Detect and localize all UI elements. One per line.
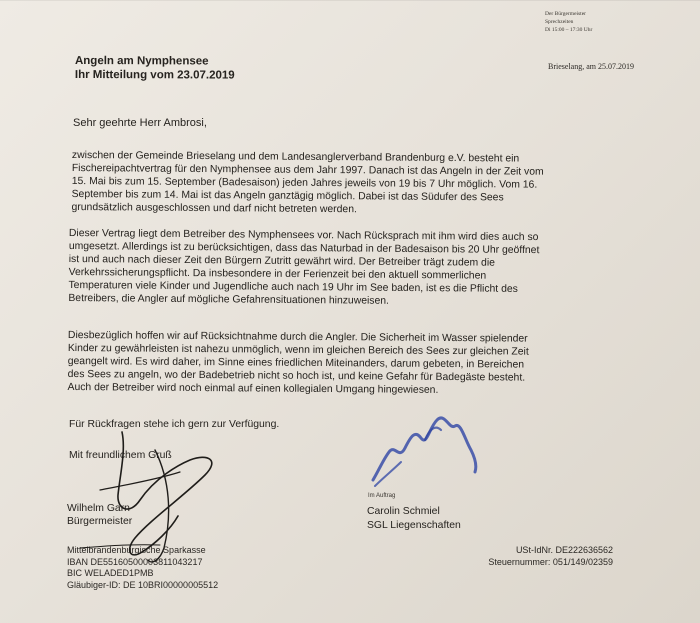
bank-iban: IBAN DE55160500003811043217 <box>67 556 203 567</box>
paragraph-line: ist und auch nach dieser Zeit den Bürgern Zutritt gewährt wird. Der Betreiber trägt zudem die <box>68 253 495 269</box>
tax-number: Steuernummer: 051/149/02359 <box>488 556 613 567</box>
paragraph-line: zwischen der Gemeinde Brieselang und dem Landesanglerverband Brandenburg e.V. besteht ein <box>71 150 520 165</box>
signer-mayor-title: Bürgermeister <box>67 516 133 527</box>
signer-staff <box>367 505 461 533</box>
paragraph-line: des Sees zu angeln, wo der Badebetrieb nicht so hoch ist, und keine Gefahr für Badegäste besteht. <box>67 368 526 384</box>
paragraph-line: Kinder zu gewährleisten ist nahezu unmöglich, wenn im gleichen Bereich des Sees zur gleichen Zeit <box>67 342 529 358</box>
on-behalf-note: Im Auftrag <box>368 493 396 499</box>
subject-line1: Angeln am Nymphensee <box>74 54 209 68</box>
sender-note-line2: Sprechzeiten <box>545 19 574 25</box>
paragraph-line: Dieser Vertrag liegt dem Betreiber des Nymphensees vor. Nach Rücksprach mit ihm wird dies auch so <box>68 228 539 244</box>
paragraph-line: Temperaturen viele Kinder und Jugendliche auch nach 19 Uhr im See baden, ist es die Pflicht des <box>68 279 518 295</box>
paragraph-line: September bis zum 14. Mai ist das Angeln ganztägig möglich. Dabei ist das Südufer des Sees <box>71 188 504 204</box>
greeting: Mit freundlichem Gruß <box>69 450 172 461</box>
paragraph-line: geangelt wird. Es wird daher, im Sinne eines friedlichen Miteinanders, darum gebeten, in Bereichen <box>67 355 525 371</box>
subject <box>75 54 235 83</box>
paragraph-2 <box>68 228 539 310</box>
sender-note-line1: Der Bürgermeister <box>545 11 586 17</box>
subject-line2: Ihr Mitteilung vom 23.07.2019 <box>74 68 235 82</box>
paragraph-line: Fischereipachtvertrag für den Nymphensee aus dem Jahr 1997. Danach ist das Angeln in der Zeit vom <box>71 162 544 178</box>
paragraph-line: Verkehrssicherungspflicht. Da insbesondere in der Ferienzeit bei den aktuell sommerlichen <box>68 266 487 282</box>
paragraph-line: 15. Mai bis zum 15. September (Badesaison) jeden Jahres jeweils von 19 bis 7 Uhr möglich. Vom 16. <box>71 175 538 191</box>
tax-details <box>468 545 613 568</box>
paragraph-line: Diesbezüglich hoffen wir auf Rücksichtnahme durch die Angler. Die Sicherheit im Wasser spielender <box>67 330 528 345</box>
signer-staff-name: Carolin Schmiel <box>367 506 440 517</box>
bank-name: Mittelbrandenburgische Sparkasse <box>67 545 206 555</box>
staff-signature <box>365 400 485 495</box>
paragraph-line: Betreibers, die Angler auf mögliche Gefahrensituationen hinzuweisen. <box>68 292 390 307</box>
paragraph-line: umgesetzt. Allerdings ist zu berücksichtigen, dass das Naturbad in der Badesaison bis 20 Uhr geöffnet <box>68 240 540 257</box>
sender-note-line3: Di 15:00 – 17:30 Uhr <box>545 27 593 33</box>
paragraph-line: grundsätzlich ausgeschlossen und darf nicht betreten werden. <box>71 201 357 215</box>
bank-creditor-id: Gläubiger-ID: DE 10BRI00000005512 <box>67 579 219 590</box>
signer-mayor-name: Wilhelm Garn <box>67 503 130 514</box>
mayor-signature <box>60 420 260 570</box>
place-date: Brieselang, am 25.07.2019 <box>548 62 634 71</box>
page-edge <box>0 0 700 1</box>
paragraph-3 <box>67 330 528 398</box>
paragraph-line: Auch der Betreiber wird noch einmal auf einen kollegialen Umgang hingewiesen. <box>67 381 439 396</box>
sender-note <box>545 10 665 34</box>
vat-id: USt-IdNr. DE222636562 <box>515 545 613 555</box>
salutation: Sehr geehrte Herr Ambrosi, <box>73 117 207 129</box>
closing-sentence: Für Rückfragen stehe ich gern zur Verfügung. <box>69 419 280 430</box>
bank-bic: BIC WELADED1PMB <box>67 568 154 578</box>
signer-staff-title: SGL Liegenschaften <box>367 520 461 531</box>
paragraph-1 <box>71 150 543 218</box>
